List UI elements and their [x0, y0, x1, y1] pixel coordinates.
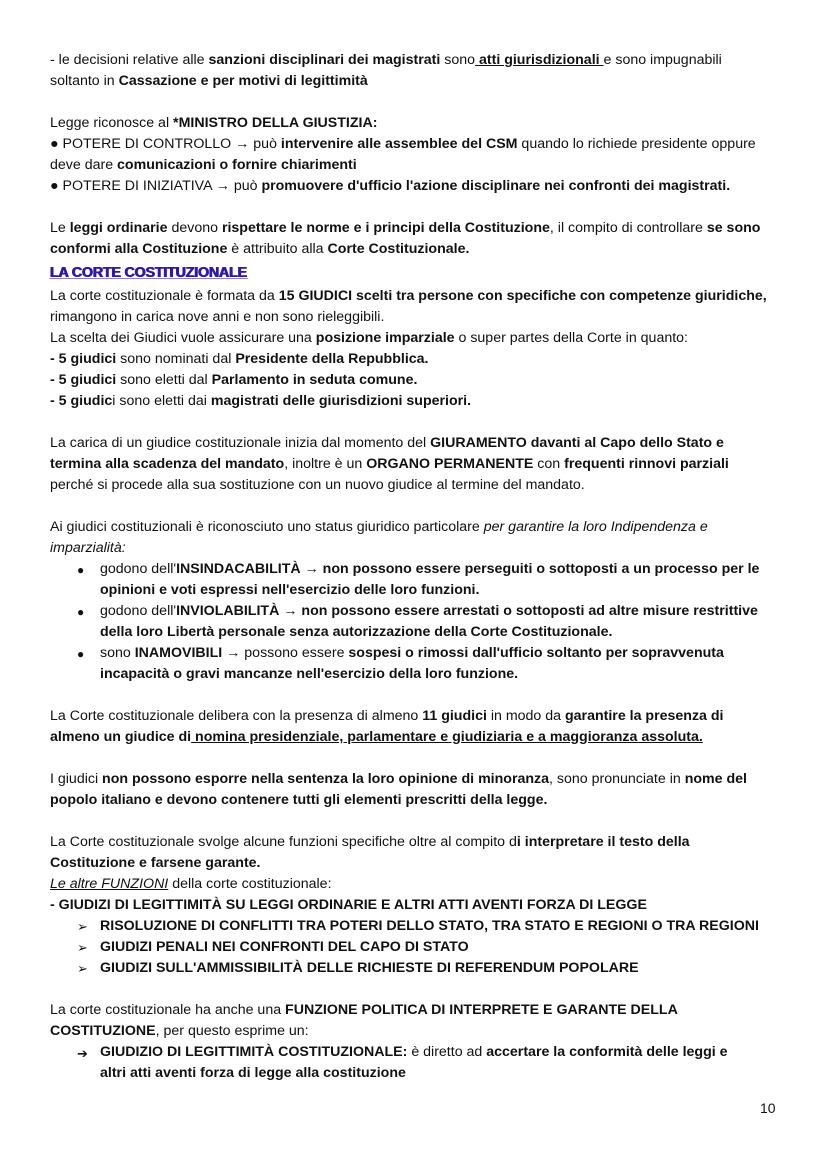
list-item-cont: incapacità o gravi mancanze nell'esercizio della loro funzione.	[100, 666, 519, 682]
list-item: RISOLUZIONE DI CONFLITTI TRA POTERI DELLO STATO, TRA STATO E REGIONI O TRA REGIONI	[100, 918, 759, 934]
text-line: La Corte costituzionale svolge alcune funzioni specifiche oltre al compito di interpretare il testo della	[50, 834, 690, 850]
text-line: popolo italiano e devono contenere tutti gli elementi prescritti della legge.	[50, 792, 548, 808]
text-line: termina alla scadenza del mandato, inoltre è un ORGANO PERMANENTE con frequenti rinnovi parziali	[50, 456, 729, 472]
text-line: Costituzione e farsene garante.	[50, 855, 261, 871]
text-line: rimangono in carica nove anni e non sono rieleggibili.	[50, 309, 385, 325]
text-line: perché si procede alla sua sostituzione con un nuovo giudice al termine del mandato.	[50, 477, 585, 493]
text-line: La Corte costituzionale delibera con la presenza di almeno 11 giudici in modo da garantire la presenza di	[50, 708, 724, 724]
bullet-icon: ●	[77, 563, 85, 577]
text-line: Legge riconosce al *MINISTRO DELLA GIUSTIZIA:	[50, 115, 378, 131]
bullet-icon: ●	[77, 605, 85, 619]
arrow-bullet-icon: ➔	[77, 1046, 88, 1061]
list-item: GIUDIZIO DI LEGITTIMITÀ COSTITUZIONALE: è diretto ad accertare la conformità delle leggi e	[100, 1044, 728, 1060]
text-line: ● POTERE DI CONTROLLO → può intervenire alle assemblee del CSM quando lo richiede presidente oppure	[50, 136, 756, 152]
list-item-cont: opinioni e voti espressi nell'esercizio delle loro funzioni.	[100, 582, 480, 598]
text-line: ● POTERE DI INIZIATIVA → può promuovere d'ufficio l'azione disciplinare nei confronti dei magistrati.	[50, 178, 731, 194]
list-item-cont: altri atti aventi forza di legge alla costituzione	[100, 1065, 406, 1081]
text-line: - GIUDIZI DI LEGITTIMITÀ SU LEGGI ORDINARIE E ALTRI ATTI AVENTI FORZA DI LEGGE	[50, 897, 647, 913]
text-line: La scelta dei Giudici vuole assicurare una posizione imparziale o super partes della Corte in quanto:	[50, 330, 688, 346]
text-line: La corte costituzionale ha anche una FUNZIONE POLITICA DI INTERPRETE E GARANTE DELLA	[50, 1002, 678, 1018]
text-line: - 5 giudici sono nominati dal Presidente della Repubblica.	[50, 351, 429, 367]
text-line: Le leggi ordinarie devono rispettare le norme e i principi della Costituzione, il compito di controllare se sono	[50, 220, 761, 236]
text-line: La carica di un giudice costituzionale inizia dal momento del GIURAMENTO davanti al Capo dello Stato e	[50, 435, 724, 451]
text-line: Ai giudici costituzionali è riconosciuto uno status giuridico particolare per garantire la loro Indipendenza e	[50, 519, 708, 535]
text-line: - 5 giudici sono eletti dal Parlamento in seduta comune.	[50, 372, 418, 388]
triangle-bullet-icon: ➢	[77, 919, 88, 934]
page-number: 10	[760, 1100, 776, 1116]
text-line: I giudici non possono esporre nella sentenza la loro opinione di minoranza, sono pronunciate in nome del	[50, 771, 747, 787]
text-line: COSTITUZIONE, per questo esprime un:	[50, 1023, 309, 1039]
text-line: imparzialità:	[50, 540, 126, 556]
list-item: GIUDIZI PENALI NEI CONFRONTI DEL CAPO DI STATO	[100, 939, 469, 955]
text-line: Le altre FUNZIONI della corte costituzionale:	[50, 876, 332, 892]
triangle-bullet-icon: ➢	[77, 961, 88, 976]
text-line: deve dare comunicazioni o fornire chiarimenti	[50, 157, 357, 173]
list-item: godono dell'INSINDACABILITÀ → non possono essere perseguiti o sottoposti a un processo per le	[100, 561, 760, 577]
list-item-cont: della loro Libertà personale senza autorizzazione della Corte Costituzionale.	[100, 624, 613, 640]
list-item: GIUDIZI SULL'AMMISSIBILITÀ DELLE RICHIESTE DI REFERENDUM POPOLARE	[100, 960, 639, 976]
section-heading: LA CORTE COSTITUZIONALE	[50, 264, 247, 281]
text-line: La corte costituzionale è formata da 15 GIUDICI scelti tra persone con specifiche con competenze giuridiche,	[50, 288, 767, 304]
text-line: almeno un giudice di nomina presidenziale, parlamentare e giudiziaria e a maggioranza assoluta.	[50, 729, 703, 745]
text-line: - le decisioni relative alle sanzioni disciplinari dei magistrati sono atti giurisdizionali e sono impugnabili	[50, 52, 722, 68]
text-line: - 5 giudici sono eletti dai magistrati delle giurisdizioni superiori.	[50, 393, 472, 409]
list-item: godono dell'INVIOLABILITÀ → non possono essere arrestati o sottoposti ad altre misure restrittive	[100, 603, 758, 619]
text-line: conformi alla Costituzione è attribuito alla Corte Costituzionale.	[50, 241, 470, 257]
list-item: sono INAMOVIBILI → possono essere sospesi o rimossi dall'ufficio soltanto per sopravvenuta	[100, 645, 724, 661]
text-line: soltanto in Cassazione e per motivi di legittimità	[50, 73, 368, 89]
triangle-bullet-icon: ➢	[77, 940, 88, 955]
bullet-icon: ●	[77, 647, 85, 661]
